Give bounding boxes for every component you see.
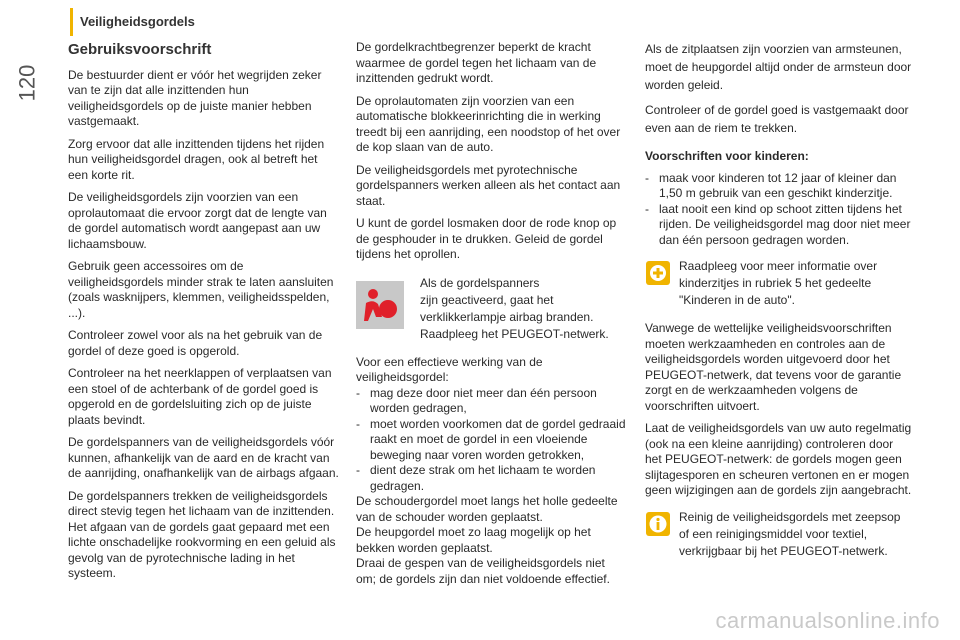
cleaning-note-text: Reinig de veiligheidsgordels met zeepsop of een reinigingsmiddel voor textiel, verkrijgbaar bij het PEUGEOT-netwerk. — [679, 509, 901, 558]
kids-heading: Voorschriften voor kinderen: — [645, 149, 809, 163]
column-heading: Gebruiksvoorschrift — [68, 41, 212, 58]
airbag-note-line: Als de gordelspanners — [420, 275, 540, 290]
airbag-warning-note — [356, 275, 628, 343]
paragraph: De veiligheidsgordels zijn voorzien van een oprolautomaat die ervoor zorgt dat de lengte van de gordel automatisch wordt aangepast aan uw lichaamsbouw. — [68, 190, 327, 251]
paragraph: Zorg ervoor dat alle inzittenden tijdens het rijden hun veiligheidsgordel dragen, ook al betreft het een korte rit. — [68, 136, 325, 182]
page-number — [12, 38, 42, 128]
paragraph: De schoudergordel moet langs het holle gedeelte van de schouder worden geplaatst. — [356, 494, 618, 524]
paragraph: De oprolautomaten zijn voorzien van een automatische blokkeerinrichting die in werking treedt bij een aanrijding, een noodstop of het over de kop slaan van de auto. — [356, 93, 621, 154]
page-number-text: 120 — [14, 64, 39, 102]
paragraph: Controleer na het neerklappen of verplaatsen van een stoel of de achterbank of de gordel goed is opgerold en de gordelsluiting zich op de juiste plaats bevindt. — [68, 366, 332, 427]
info-icon — [645, 511, 671, 537]
paragraph: Laat de veiligheidsgordels van uw auto regelmatig (ook na een kleine aanrijding) controleren door het PEUGEOT-netwerk: de gordels mogen geen slijtagesporen en scheuren vertonen en er mogen geen wijzigingen aan de gordels zijn aangebracht. — [645, 421, 912, 497]
list-item: - dient deze strak om het lichaam te worden gedragen. — [356, 463, 628, 494]
paragraph: De gordelkrachtbegrenzer beperkt de kracht waarmee de gordel tegen het lichaam van de inzittenden gedrukt wordt. — [356, 40, 597, 85]
airbag-note-text — [420, 275, 628, 343]
kids-list — [645, 171, 913, 249]
paragraph: Als de zitplaatsen zijn voorzien van armsteunen, moet de heupgordel altijd onder de armsteun door worden geleid. — [645, 42, 912, 92]
watermark: carmanualsonline.info — [715, 608, 940, 633]
list-item: - laat nooit een kind op schoot zitten tijdens het rijden. De veiligheidsgordel mag door niet meer dan één persoon gedragen worden. — [645, 202, 913, 249]
airbag-warning-icon — [356, 281, 404, 329]
usage-list — [356, 386, 628, 495]
column-1 — [68, 40, 340, 589]
child-seat-note-text: Raadpleeg voor meer informatie over kinderzitjes in rubriek 5 het gedeelte "Kinderen in de auto". — [679, 259, 878, 307]
child-seat-note — [645, 258, 913, 309]
paragraph: De heupgordel moet zo laag mogelijk op het bekken worden geplaatst. — [356, 525, 591, 555]
paragraph: De gordelspanners van de veiligheidsgordels vóór kunnen, afhankelijk van de aard en de kracht van de aanrijding, onafhankelijk van de airbags afgaan. — [68, 435, 339, 480]
list-intro: Voor een effectieve werking van de veiligheidsgordel: — [356, 354, 543, 384]
airbag-note-line: Raadpleeg het PEUGEOT-netwerk. — [420, 326, 609, 341]
paragraph: Gebruik geen accessoires om de veiligheidsgordels minder strak te laten aansluiten (zoals wasknijpers, klemmen, veiligheidsspelden, ...). — [68, 259, 334, 320]
paragraph: Controleer of de gordel goed is vastgemaakt door even aan de riem te trekken. — [645, 103, 909, 135]
list-item: - maak voor kinderen tot 12 jaar of kleiner dan 1,50 m gebruik van een geschikt kinderzitje. — [645, 171, 913, 202]
airbag-note-line: zijn geactiveerd, gaat het — [420, 292, 554, 307]
paragraph: De gordelspanners trekken de veiligheidsgordels direct stevig tegen het lichaam van de inzittenden. Het afgaan van de gordels gaat gepaard met een lichte onschadelijke rookvorming en een geluid als gevolg van de pyrotechnische lading in het systeem. — [68, 488, 336, 580]
plus-icon — [645, 260, 671, 286]
paragraph: De veiligheidsgordels met pyrotechnische gordelspanners werken alleen als het contact aan staat. — [356, 162, 621, 208]
list-item: - mag deze door niet meer dan één persoon worden gedragen, — [356, 386, 628, 417]
cleaning-note — [645, 509, 913, 560]
section-title: Veiligheidsgordels — [80, 14, 195, 29]
paragraph: Controleer zowel voor als na het gebruik van de gordel of deze goed is opgerold. — [68, 328, 323, 358]
paragraph: De bestuurder dient er vóór het wegrijden zeker van te zijn dat alle inzittenden hun veiligheidsgordels op de juiste manier hebben vastgemaakt. — [68, 67, 322, 128]
list-item: - moet worden voorkomen dat de gordel gedraaid raakt en moet de gordel in een vloeiende beweging naar voren worden getrokken, — [356, 417, 628, 464]
paragraph: Vanwege de wettelijke veiligheidsvoorschriften moeten werkzaamheden en controles aan de veiligheidsgordels worden uitgevoerd door het PEUGEOT-netwerk, dat tevens voor de garantie zorgt en de werkzaamheden volgens de voorschriften uitvoert. — [645, 321, 902, 413]
column-3 — [645, 40, 913, 572]
paragraph: U kunt de gordel losmaken door de rode knop op de gesphouder in te drukken. Geleid de gordel tijdens het oprollen. — [356, 216, 617, 261]
section-accent-bar — [70, 8, 73, 36]
column-2 — [356, 40, 628, 587]
airbag-note-line: verklikkerlampje airbag branden. — [420, 309, 594, 324]
paragraph: Draai de gespen van de veiligheidsgordels niet om; de gordels zijn dan niet voldoende effectief. — [356, 556, 610, 586]
